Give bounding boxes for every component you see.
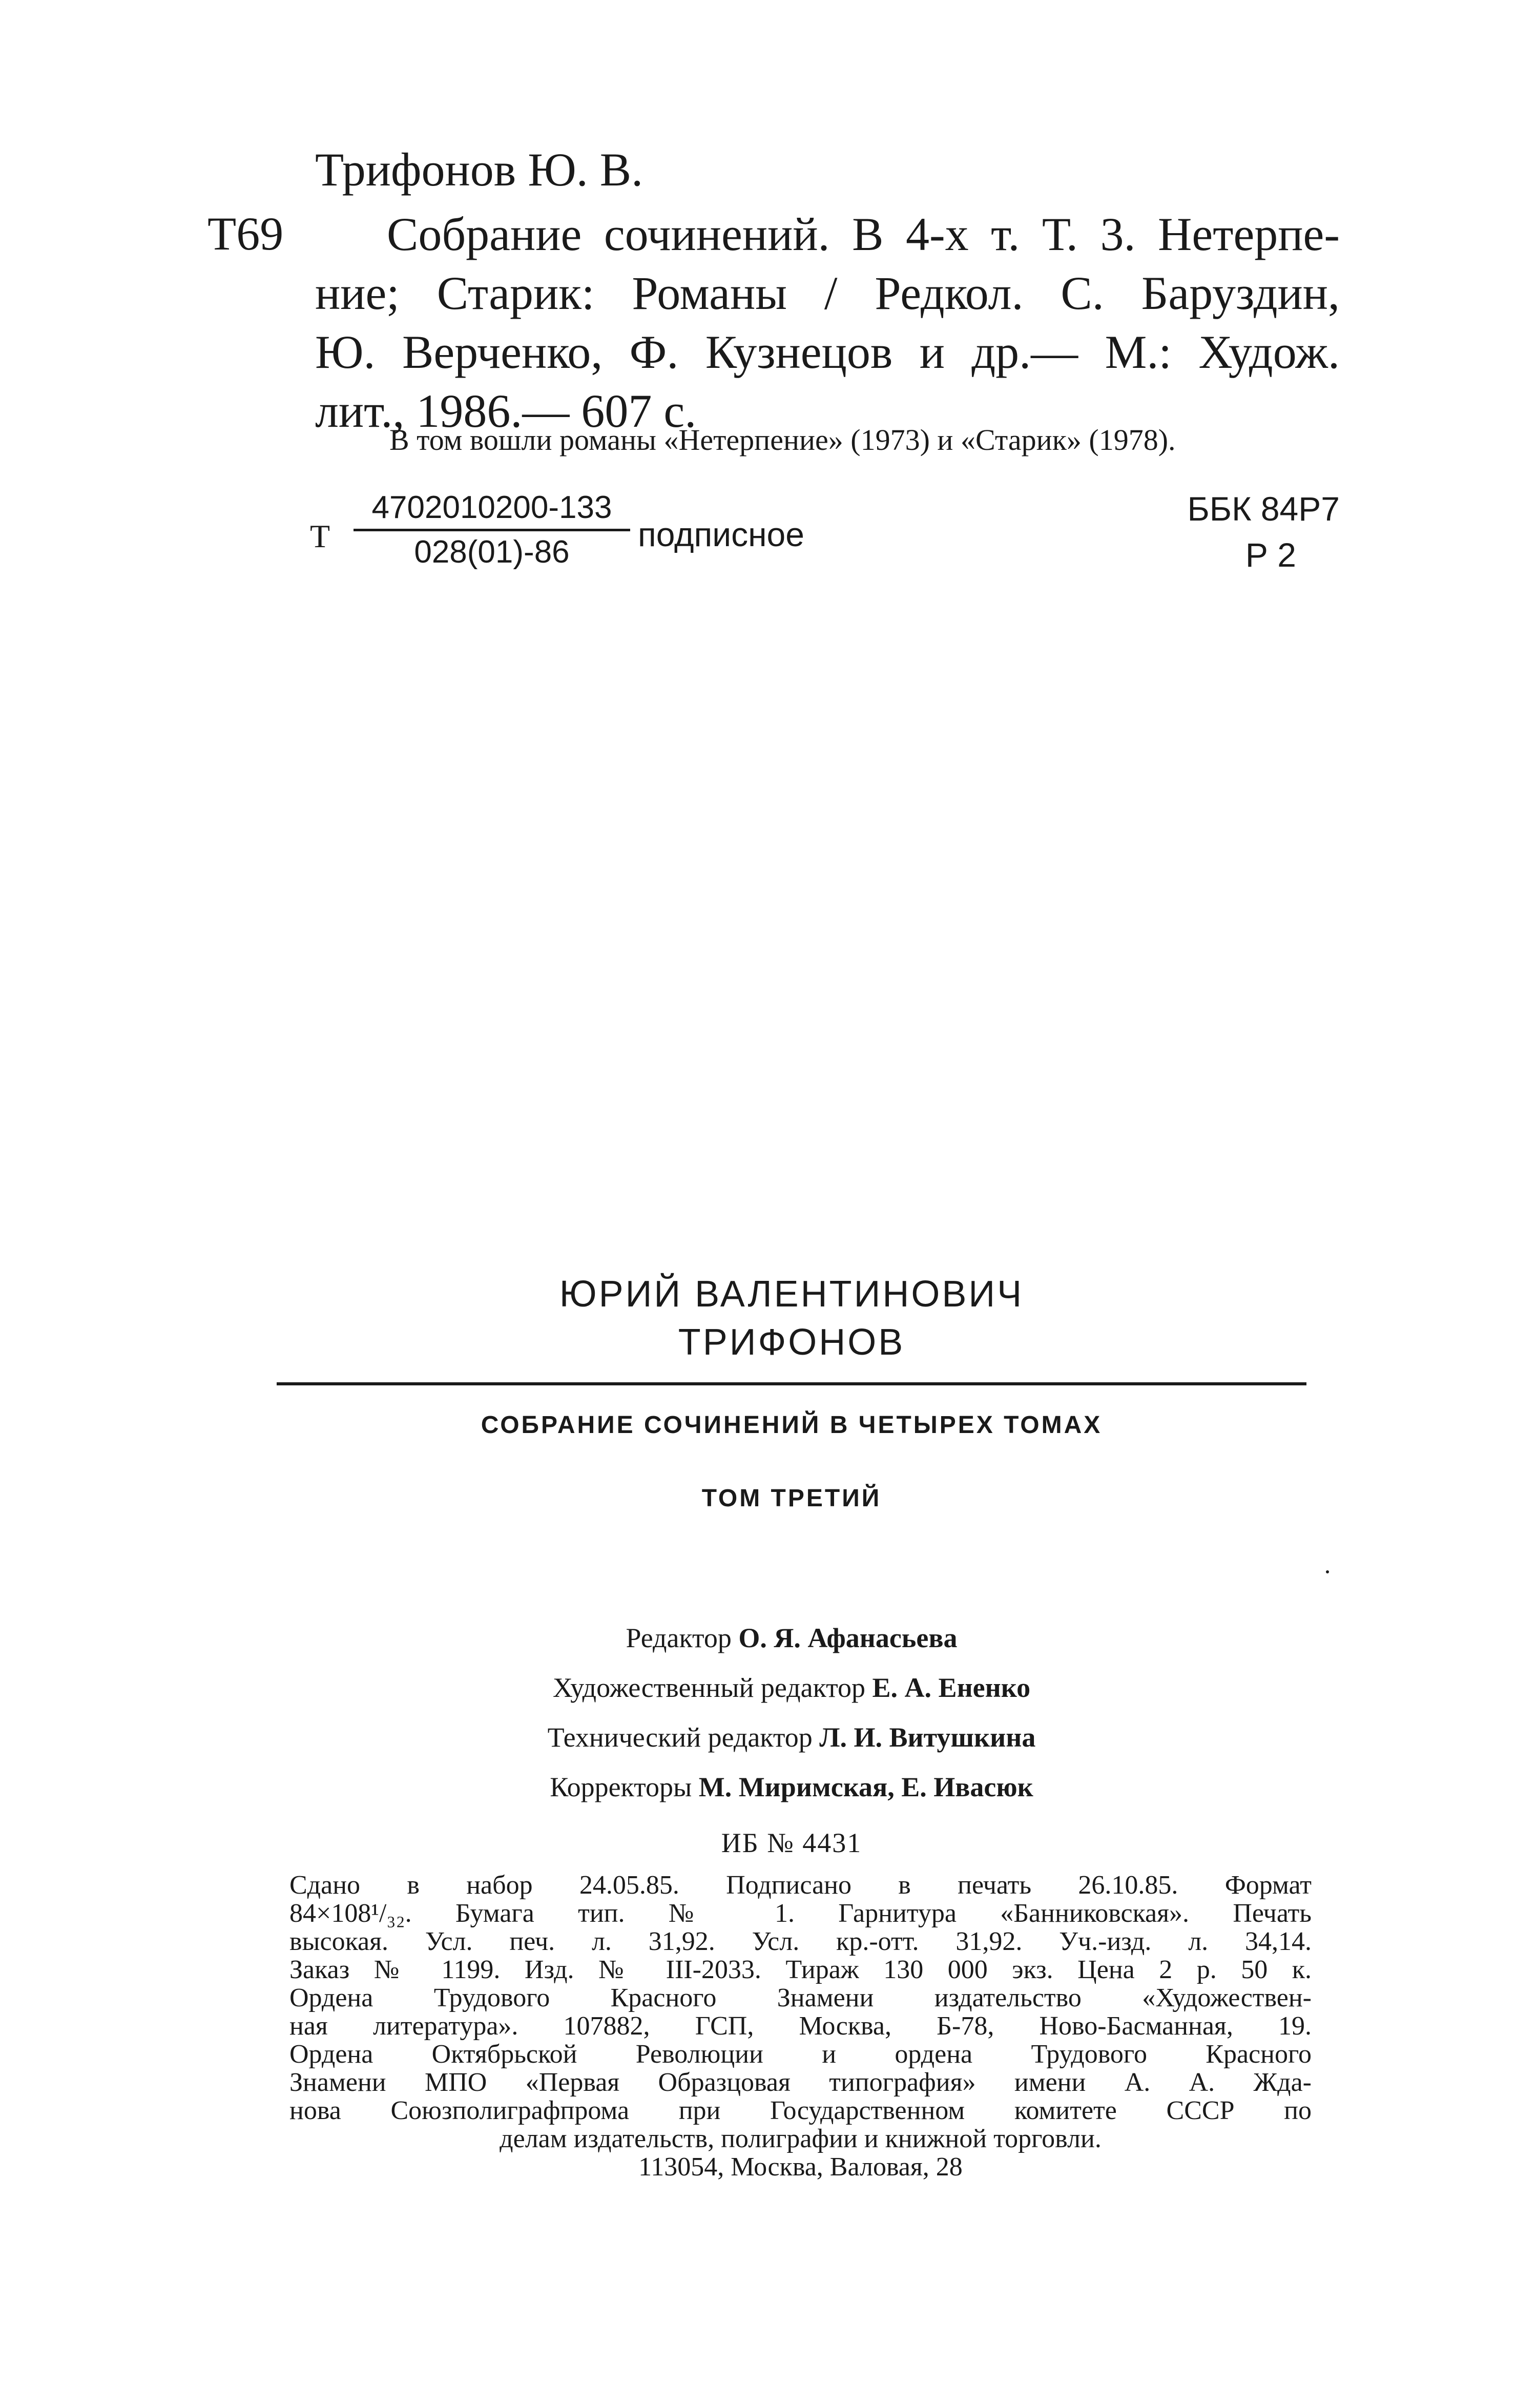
catalog-note: В том вошли романы «Нетерпение» (1973) и «Старик» (1978). <box>389 423 1176 456</box>
credit-role: Редактор <box>626 1623 732 1653</box>
credit-proofreaders <box>277 1773 1306 1801</box>
imprint-line: Заказ № 1199. Изд. № III-2033. Тираж 130 000 экз. Цена 2 р. 50 к. <box>289 1955 1312 1984</box>
credit-role: Художественный редактор <box>552 1672 866 1703</box>
author-surname: ТРИФОНОВ <box>678 1322 905 1363</box>
imprint-line: ная литература». 107882, ГСП, Москва, Б-78, Ново-Басманная, 19. <box>289 2011 1312 2041</box>
subscription-label: подписное <box>638 515 804 553</box>
credit-name: М. Миримская, Е. Ивасюк <box>698 1772 1033 1802</box>
fraction-numerator: 4702010200-133 <box>371 490 612 525</box>
catalog-line-2: ние; Старик: Романы / Редкол. С. Баруздин, <box>315 267 1340 319</box>
title-divider <box>277 1382 1306 1385</box>
credit-editor <box>277 1624 1306 1652</box>
author-full-name: ЮРИЙ ВАЛЕНТИНОВИЧ <box>559 1274 1024 1315</box>
imprint-line: Ордена Трудового Красного Знамени издательство «Художествен- <box>289 1983 1312 2012</box>
credit-role: Технический редактор <box>547 1722 813 1753</box>
bbk-subcode: Р 2 <box>1245 536 1296 574</box>
credits <box>277 1624 1306 1823</box>
imprint-line: Знамени МПО «Первая Образцовая типография» имени А. А. Жда- <box>289 2068 1312 2097</box>
imprint-line: Ордена Октябрьской Революции и ордена Трудового Красного <box>289 2040 1312 2069</box>
catalog-author: Трифонов Ю. В. <box>315 143 643 196</box>
credit-role: Корректоры <box>550 1772 692 1802</box>
fraction-denominator: 028(01)-86 <box>414 534 570 570</box>
speck <box>1326 1570 1329 1573</box>
series-title: СОБРАНИЕ СОЧИНЕНИЙ В ЧЕТЫРЕХ ТОМАХ <box>481 1411 1103 1439</box>
credit-art-editor <box>277 1674 1306 1701</box>
credit-name: О. Я. Афанасьева <box>738 1623 958 1653</box>
volume-title: ТОМ ТРЕТИЙ <box>701 1485 882 1512</box>
catalog-description <box>315 205 1340 441</box>
imprint-line: Сдано в набор 24.05.85. Подписано в печать 26.10.85. Формат <box>289 1871 1312 1900</box>
catalog-line-4: лит., 1986.— 607 с. <box>315 385 697 437</box>
imprint-line: высокая. Усл. печ. л. 31,92. Усл. кр.-отт. 31,92. Уч.-изд. л. 34,14. <box>289 1927 1312 1956</box>
ib-number: ИБ № 4431 <box>721 1828 862 1858</box>
index-fraction <box>354 492 630 568</box>
credit-name: Л. И. Витушкина <box>819 1722 1036 1753</box>
imprint-block <box>289 1871 1312 2181</box>
catalog-line-1: Собрание сочинений. В 4-х т. Т. 3. Нетерпе- <box>387 208 1340 260</box>
credit-name: Е. А. Ененко <box>872 1672 1031 1703</box>
bbk-code: ББК 84Р7 <box>1187 490 1340 528</box>
catalog-code: Т69 <box>207 207 284 260</box>
title-block <box>277 1276 1306 1511</box>
imprint-line: делам издательств, полиграфии и книжной торговли. <box>500 2124 1102 2153</box>
catalog-line-3: Ю. Верченко, Ф. Кузнецов и др.— М.: Худож. <box>315 326 1340 378</box>
credit-tech-editor <box>277 1724 1306 1751</box>
imprint-line: 84×108¹/₃₂. Бумага тип. № 1. Гарнитура «Банниковская». Печать <box>289 1899 1312 1928</box>
imprint-line: нова Союзполиграфпрома при Государственном комитете СССР по <box>289 2096 1312 2125</box>
index-letter: Т <box>310 518 330 554</box>
imprint-address: 113054, Москва, Валовая, 28 <box>638 2152 963 2182</box>
